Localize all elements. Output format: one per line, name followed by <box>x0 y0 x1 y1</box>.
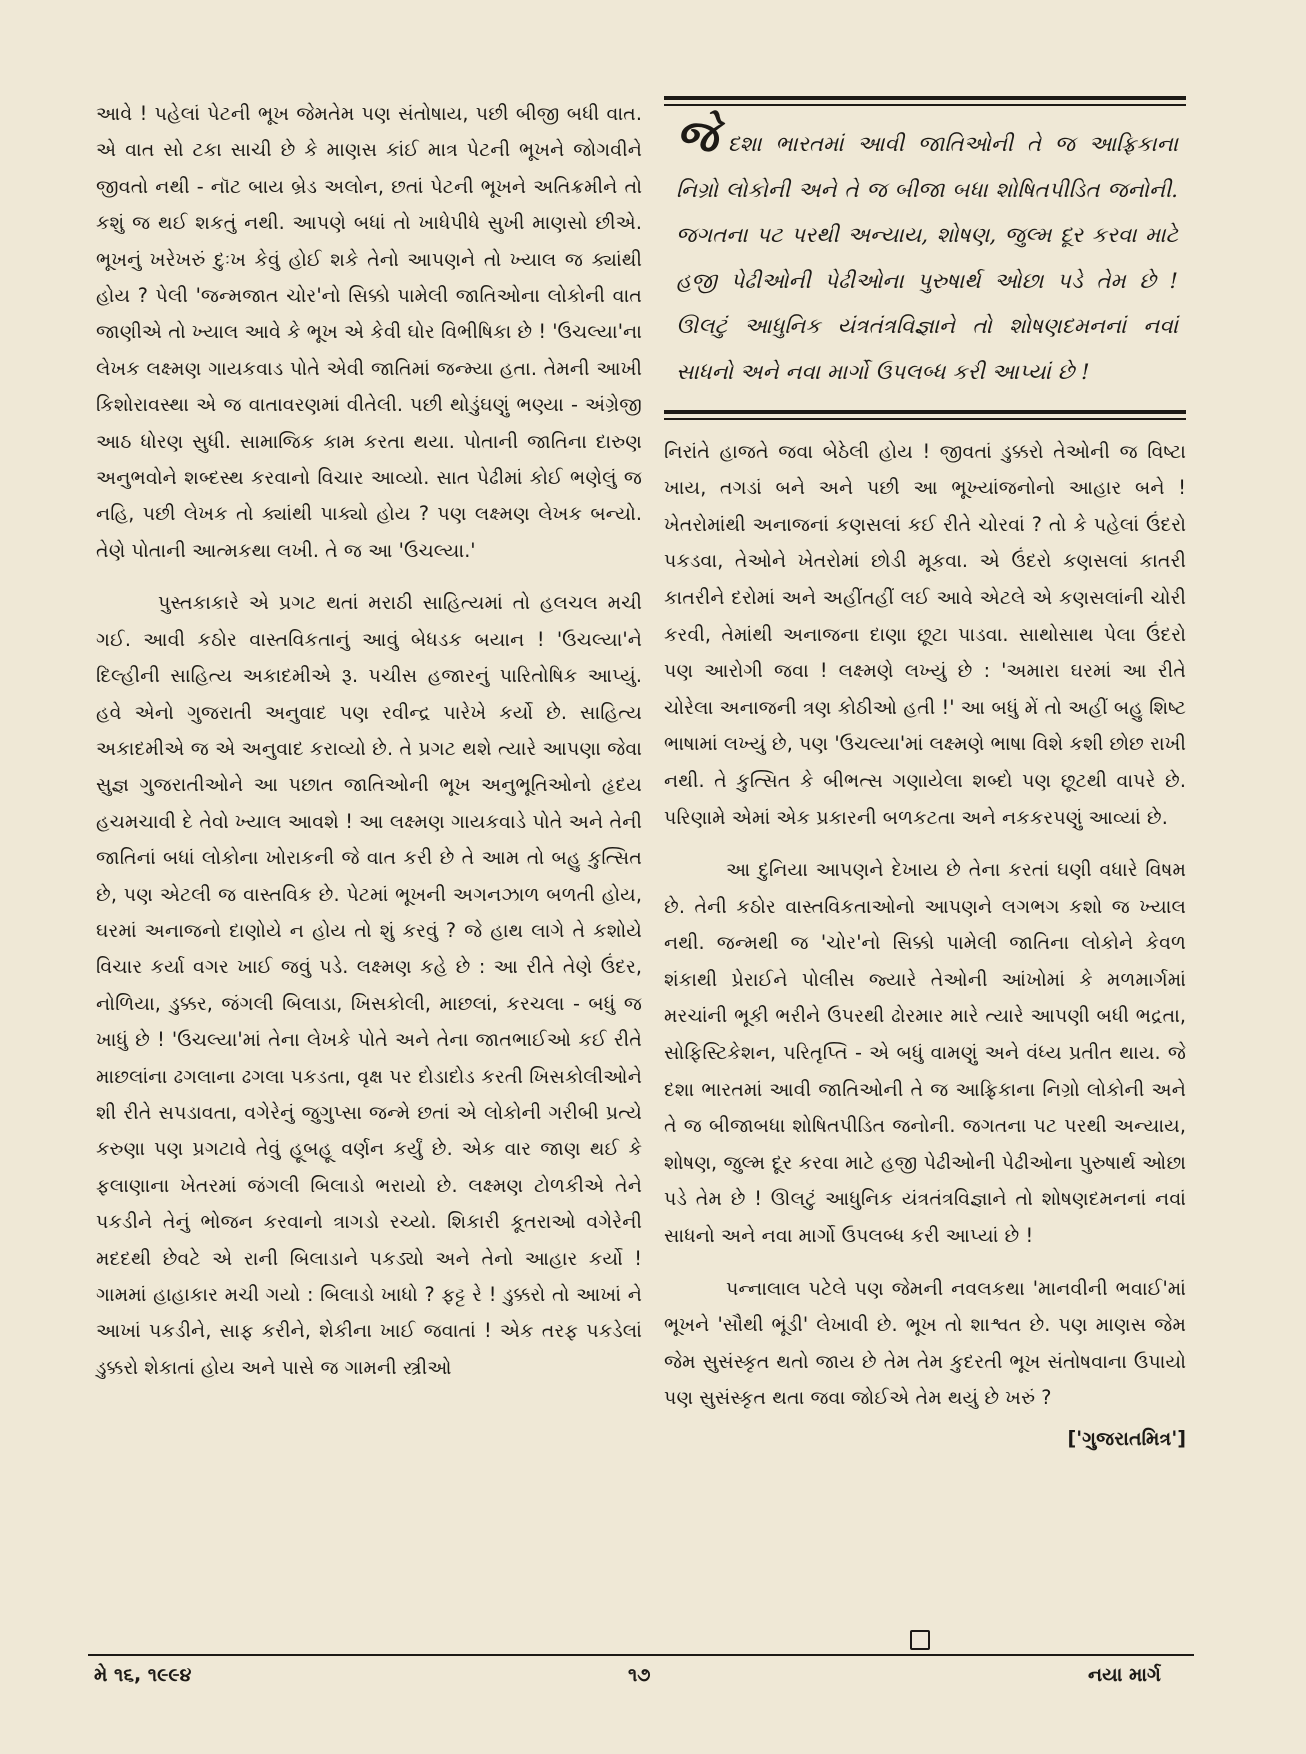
footer-rule <box>88 1654 1194 1656</box>
pullquote-bottom-rule-thin <box>664 418 1186 420</box>
end-mark-icon <box>910 1630 930 1650</box>
right-paragraph-1: નિરાંતે હાજતે જવા બેઠેલી હોય ! જીવતાં ડુક્કરો તેઓની જ વિષ્ટા ખાય, તગડાં બને અને પછી આ ભૂખ્યાંજનોનો આહાર બને ! ખેતરોમાંથી અનાજનાં કણસલાં કઈ રીતે ચોરવાં ? તો કે પહેલાં ઉંદરો પકડવા, તેઓને ખેતરોમાં છોડી મૂકવા. એ ઉંદરો કણસલાં કાતરી કાતરીને દરોમાં અને અહીંતહીં લઈ આવે એટલે એ કણસલાંની ચોરી કરવી, તેમાંથી અનાજના દાણા છૂટા પાડવા. સાથોસાથ પેલા ઉંદરો પણ આરોગી જવા ! લક્ષ્મણે લખ્યું છે : 'અમારા ઘરમાં આ રીતે ચોરેલા અનાજની ત્રણ કોઠીઓ હતી !' આ બધું મેં તો અહીં બહુ શિષ્ટ ભાષામાં લખ્યું છે, પણ 'ઉચલ્યા'માં લક્ષ્મણે ભાષા વિશે કશી છોછ રાખી નથી. તે કુત્સિત કે બીભત્સ ગણાયેલા શબ્દો પણ છૂટથી વાપરે છે. પરિણામે એમાં એક પ્રકારની બળકટતા અને નકકરપણું આવ્યાં છે. <box>664 439 1186 829</box>
left-paragraph-2: પુસ્તકાકારે એ પ્રગટ થતાં મરાઠી સાહિત્યમાં તો હલચલ મચી ગઈ. આવી કઠોર વાસ્તવિકતાનું આવું બેધડક બયાન ! 'ઉચલ્યા'ને દિલ્હીની સાહિત્ય અકાદમીએ રૂ. પચીસ હજારનું પારિતોષિક આપ્યું. હવે એનો ગુજરાતી અનુવાદ પણ રવીન્દ્ર પારેખે કર્યો છે. સાહિત્ય અકાદમીએ જ એ અનુવાદ કરાવ્યો છે. તે પ્રગટ થશે ત્યારે આપણા જેવા સુજ્ઞ ગુજરાતીઓને આ પછાત જાતિઓની ભૂખ અનુભૂતિઓનો હૃદય હચમચાવી દે તેવો ખ્યાલ આવશે ! આ લક્ષ્મણ ગાયકવાડે પોતે અને તેની જાતિનાં બધાં લોકોના ખોરાકની જે વાત કરી છે તે આમ તો બહુ કુત્સિત છે, પણ એટલી જ વાસ્તવિક છે. પેટમાં ભૂખની અગનઝાળ બળતી હોય, ઘરમાં અનાજનો દાણોયે ન હોય તો શું કરવું ? જે હાથ લાગે તે કશોયે વિચાર કર્યા વગર ખાઈ જવું પડે. લક્ષ્મણ કહે છે : આ રીતે તેણે ઉંદર, નોળિયા, ડુક્કર, જંગલી બિલાડા, ખિસકોલી, માછલાં, કરચલા - બધું જ ખાધું છે ! 'ઉચલ્યા'માં તેના લેખકે પોતે અને તેના જાતભાઈઓ કઈ રીતે માછલાંના ઢગલાના ઢગલા પકડતા, વૃક્ષ પર દોડાદોડ કરતી ખિસકોલીઓને શી રીતે સપડાવતા, વગેરેનું જુગુપ્સા જન્મે છતાં એ લોકોની ગરીબી પ્રત્યે કરુણા પણ પ્રગટાવે તેવું હૂબહૂ વર્ણન કર્યું છે. એક વાર જાણ થઈ કે ફલાણાના ખેતરમાં જંગલી બિલાડો ભરાયો છે. લક્ષ્મણ ટોળકીએ તેને પકડીને તેનું ભોજન કરવાનો ત્રાગડો રચ્યો. શિકારી કૂતરાઓ વગેરેની મદદથી છેવટે એ રાની બિલાડાને પકડ્યો અને તેનો આહાર કર્યો ! ગામમાં હાહાકાર મચી ગયો : બિલાડો ખાધો ? ફટ્ટ રે ! ડુક્કરો તો આખાં ને આખાં પકડીને, સાફ કરીને, શેકીના ખાઈ જવાતાં ! એક તરફ પકડેલાં ડુક્કરો શેકાતાં હોય અને પાસે જ ગામની સ્ત્રીઓ <box>96 591 642 1379</box>
right-paragraph-2: આ દુનિયા આપણને દેખાય છે તેના કરતાં ઘણી વધારે વિષમ છે. તેની કઠોર વાસ્તવિકતાઓનો આપણને લગભગ કશો જ ખ્યાલ નથી. જન્મથી જ 'ચોર'નો સિક્કો પામેલી જાતિના લોકોને કેવળ શંકાથી પ્રેરાઈને પોલીસ જ્યારે તેઓની આંખોમાં કે મળમાર્ગમાં મરચાંની ભૂકી ભરીને ઉપરથી ઢોરમાર મારે ત્યારે આપણી બધી ભદ્રતા, સોફિસ્ટિકેશન, પરિતૃપ્તિ - એ બધું વામણું અને વંધ્ય પ્રતીત થાય. જે દશા ભારતમાં આવી જાતિઓની તે જ આફ્રિકાના નિગ્રો લોકોની અને તે જ બીજાબધા શોષિતપીડિત જનોની. જગતના પટ પરથી અન્યાય, શોષણ, જુલ્મ દૂર કરવા માટે હજી પેઢીઓની પેઢીઓના પુરુષાર્થ ઓછા પડે તેમ છે ! ઊલટું આધુનિક યંત્રતંત્રવિજ્ઞાને તો શોષણદમનનાં નવાં સાધનો અને નવા માર્ગો ઉપલબ્ધ કરી આપ્યાં છે ! <box>664 858 1186 1248</box>
page-number: ૧૭ <box>628 1664 651 1686</box>
right-body <box>664 434 1186 1458</box>
magazine-name: નયા માર્ગ <box>1088 1664 1161 1686</box>
left-paragraph-1: આવે ! પહેલાં પેટની ભૂખ જેમતેમ પણ સંતોષાય, પછી બીજી બધી વાત. એ વાત સો ટકા સાચી છે કે માણસ કાંઈ માત્ર પેટની ભૂખને જોગવીને જીવતો નથી - નૉટ બાય બ્રેડ અલોન, છતાં પેટની ભૂખને અતિક્રમીને તો કશું જ થઈ શકતું નથી. આપણે બધાં તો ખાધેપીધે સુખી માણસો છીએ. ભૂખનું ખરેખરું દુઃખ કેવું હોઈ શકે તેનો આપણને તો ખ્યાલ જ ક્યાંથી હોય ? પેલી 'જન્મજાત ચોર'નો સિક્કો પામેલી જાતિઓના લોકોની વાત જાણીએ તો ખ્યાલ આવે કે ભૂખ એ કેવી ઘોર વિભીષિકા છે ! 'ઉચલ્યા'ના લેખક લક્ષ્મણ ગાયકવાડ પોતે એવી જાતિમાં જન્મ્યા હતા. તેમની આખી કિશોરાવસ્થા એ જ વાતાવરણમાં વીતેલી. પછી થોડુંઘણું ભણ્યા - અંગ્રેજી આઠ ધોરણ સુધી. સામાજિક કામ કરતા થયા. પોતાની જાતિના દારુણ અનુભવોને શબ્દસ્થ કરવાનો વિચાર આવ્યો. સાત પેઢીમાં કોઈ ભણેલું જ નહિ, પછી લેખક તો ક્યાંથી પાક્યો હોય ? પણ લક્ષ્મણ લેખક બન્યો. તેણે પોતાની આત્મકથા લખી. તે જ આ 'ઉચલ્યા.' <box>96 102 642 562</box>
pull-quote-dropcap: જે <box>676 111 718 162</box>
right-column <box>664 96 1186 1458</box>
left-column <box>96 96 642 1386</box>
pull-quote <box>664 106 1186 410</box>
pull-quote-text: દશા ભારતમાં આવી જાતિઓની તે જ આફ્રિકાના નિગ્રો લોકોની અને તે જ બીજા બધા શોષિતપીડિત જનોની. જગતના પટ પરથી અન્યાય, શોષણ, જુલ્મ દૂર કરવા માટે હજી પેઢીઓની પેઢીઓના પુરુષાર્થ ઓછા પડે તેમ છે ! ઊલટું આધુનિક યંત્રતંત્રવિજ્ઞાને તો શોષણદમનનાં નવાં સાધનો અને નવા માર્ગો ઉપલબ્ધ કરી આપ્યાં છે ! <box>676 132 1178 385</box>
source-credit: ['ગુજરાતમિત્ર'] <box>1067 1427 1186 1450</box>
pullquote-top-rule <box>664 96 1186 100</box>
footer-date: મે ૧૬, ૧૯૯૪ <box>94 1664 192 1686</box>
right-paragraph-3: પન્નાલાલ પટેલે પણ જેમની નવલકથા 'માનવીની ભવાઈ'માં ભૂખને 'સૌથી ભૂંડી' લેખાવી છે. ભૂખ તો શાશ્વત છે. પણ માણસ જેમ જેમ સુસંસ્કૃત થતો જાય છે તેમ તેમ કુદરતી ભૂખ સંતોષવાના ઉપાયો પણ સુસંસ્કૃત થતા જવા જોઈએ તેમ થયું છે ખરું ? <box>664 1276 1186 1410</box>
pullquote-bottom-rule <box>664 410 1186 414</box>
